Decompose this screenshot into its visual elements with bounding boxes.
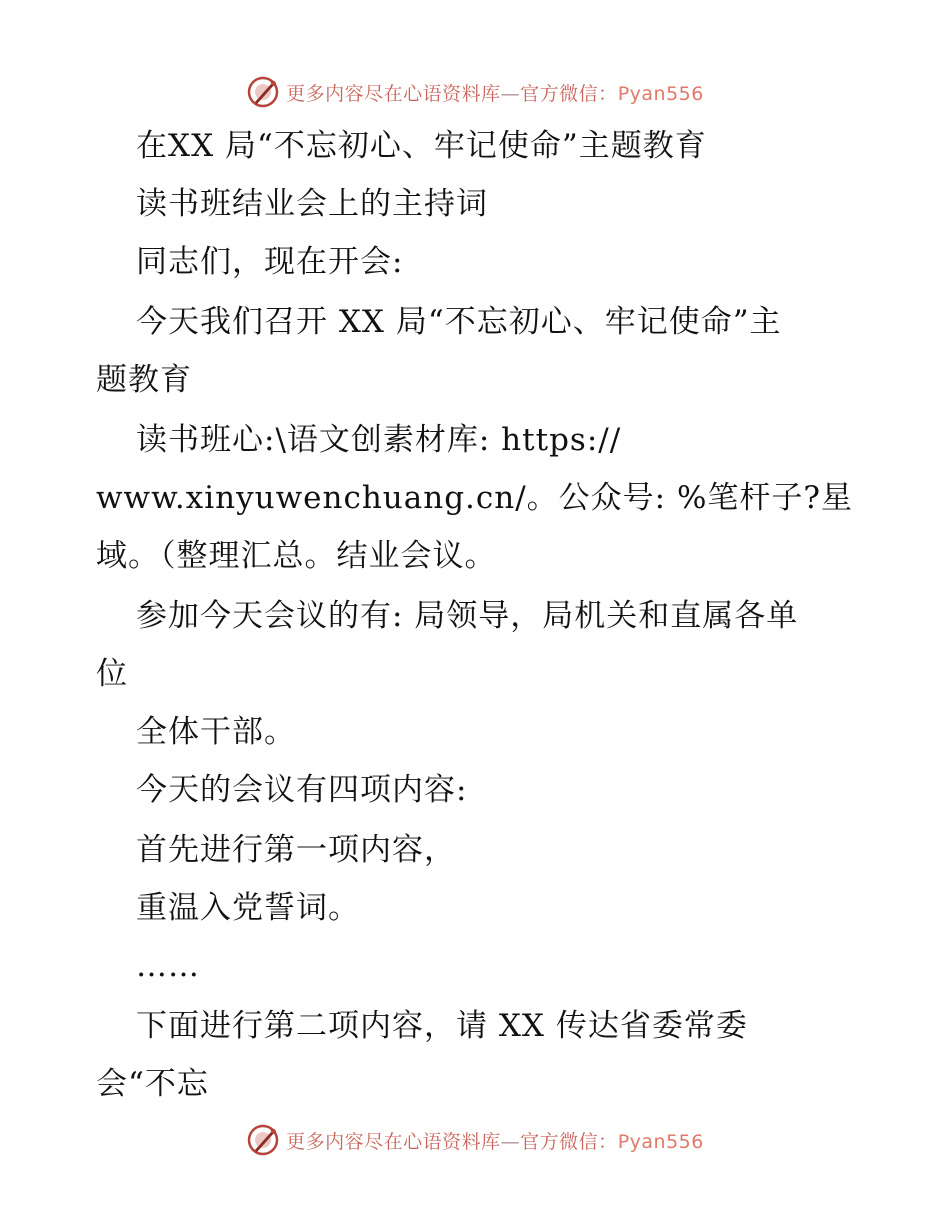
paragraph-line: 读书班心:\语文创素材库: https://: [136, 422, 622, 458]
paragraph-line: 题教育: [96, 362, 192, 398]
paragraph-line: 位: [96, 656, 128, 692]
paragraph-line: 今天的会议有四项内容:: [136, 772, 468, 808]
ellipsis-line: ……: [136, 948, 200, 984]
watermark-text: 更多内容尽在心语资料库—官方微信：Pyan556: [286, 1130, 704, 1153]
header-watermark-banner: [0, 72, 950, 112]
paragraph-line: 域。（整理汇总。结业会议。: [96, 538, 497, 574]
red-quill-logo-icon: [246, 75, 280, 109]
paragraph-line: 同志们，现在开会:: [136, 244, 404, 280]
title-line-2: 读书班结业会上的主持词: [136, 186, 488, 222]
paragraph-line: 重温入党誓词。: [136, 890, 360, 926]
paragraph-line: www.xinyuwenchuang.cn/。公众号: %笔杆子?星: [96, 480, 854, 516]
paragraph-line: 会“不忘: [96, 1066, 209, 1102]
paragraph-line: 全体干部。: [136, 714, 296, 750]
footer-watermark-banner: [0, 1120, 950, 1160]
paragraph-line: 今天我们召开 XX 局“不忘初心、牢记使命”主: [136, 304, 782, 340]
title-line-1: 在XX 局“不忘初心、牢记使命”主题教育: [136, 128, 707, 164]
red-quill-logo-icon: [246, 1123, 280, 1157]
paragraph-line: 首先进行第一项内容，: [136, 832, 456, 868]
watermark-text: 更多内容尽在心语资料库—官方微信：Pyan556: [286, 82, 704, 105]
paragraph-line: 下面进行第二项内容，请 XX 传达省委常委: [136, 1008, 748, 1044]
paragraph-line: 参加今天会议的有: 局领导，局机关和直属各单: [136, 598, 799, 634]
